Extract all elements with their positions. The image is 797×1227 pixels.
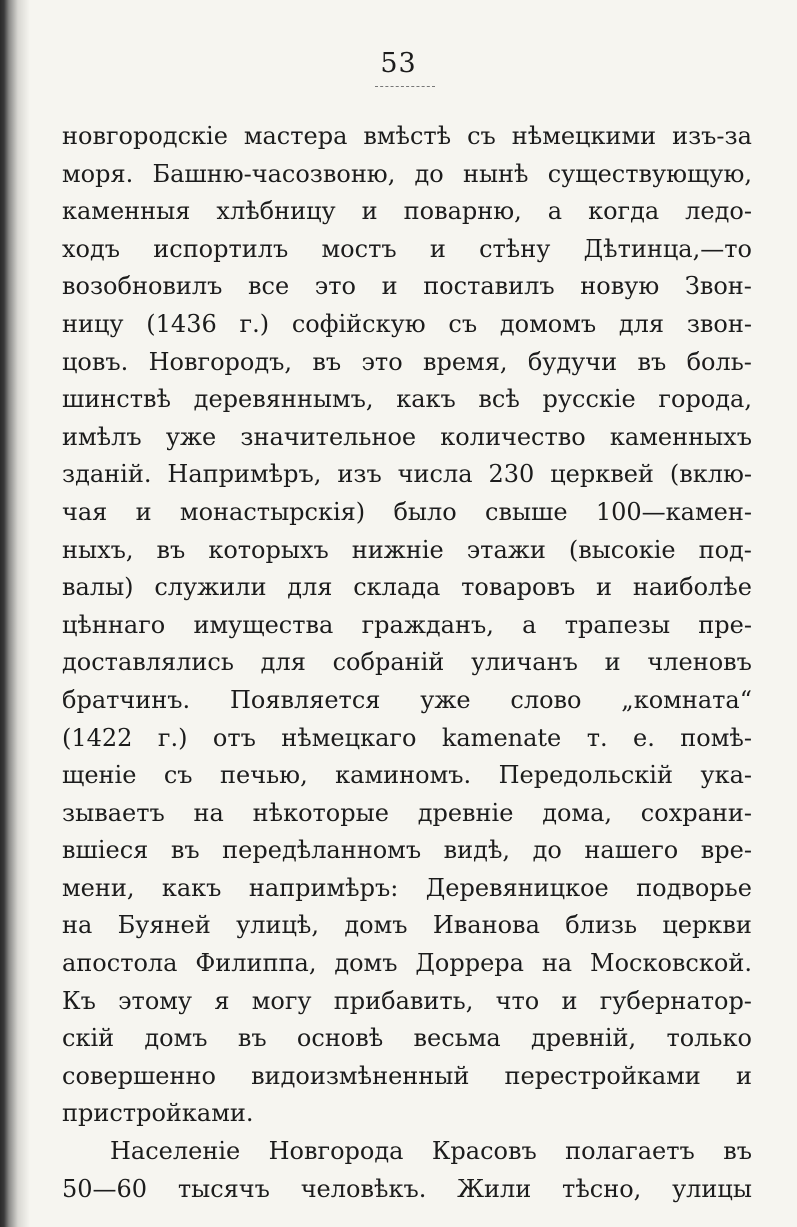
text-line: зываетъ на нѣкоторые древніе дома, сохрани- <box>62 798 752 827</box>
text-line: пристройками. <box>62 1099 254 1128</box>
text-line: 50—60 тысячъ человѣкъ. Жили тѣсно, улицы <box>62 1174 752 1203</box>
text-line: новгородскіе мастера вмѣстѣ съ нѣмецкими изъ-за <box>62 122 752 150</box>
text-line: ходъ испортилъ мостъ и стѣну Дѣтинца,—то <box>62 234 752 263</box>
text-line: цѣннаго имущества гражданъ, а трапезы пре- <box>62 610 752 639</box>
text-line: братчинъ. Появляется уже слово „комната“ <box>62 685 752 714</box>
text-line: апостола Филиппа, домъ Доррера на Московской. <box>62 949 752 978</box>
text-line: совершенно видоизмѣненный перестройками и <box>62 1061 752 1090</box>
text-line: шинствѣ деревяннымъ, какъ всѣ русскіе города, <box>62 385 752 414</box>
page-number-rule <box>375 86 435 87</box>
binding-edge <box>0 0 30 1227</box>
text-line: чая и монастырскія) было свыше 100—камен- <box>62 497 752 526</box>
page-number: 53 <box>380 48 417 79</box>
text-line: щеніе съ печью, каминомъ. Передольскій ука- <box>62 761 752 790</box>
text-line: Къ этому я могу прибавить, что и губернатор- <box>62 986 752 1015</box>
paragraph <box>62 118 752 1133</box>
text-line: валы) служили для склада товаровъ и наиболѣе <box>62 573 752 602</box>
text-line: цовъ. Новгородъ, въ это время, будучи въ боль- <box>62 347 752 376</box>
paragraph <box>62 1133 752 1208</box>
text-line: вшіеся въ передѣланномъ видѣ, до нашего вре- <box>62 836 752 865</box>
text-line: каменныя хлѣбницу и поварню, а когда ледо- <box>62 197 752 226</box>
text-line: скій домъ въ основѣ весьма древній, только <box>62 1024 752 1053</box>
text-line: (1422 г.) отъ нѣмецкаго kamenate т. е. помѣ- <box>62 723 752 752</box>
text-line: моря. Башню-часозвоню, до нынѣ существующую, <box>62 159 752 188</box>
text-line: ныхъ, въ которыхъ нижніе этажи (высокіе под- <box>62 535 752 564</box>
text-line: имѣлъ уже значительное количество каменныхъ <box>62 422 752 451</box>
body-text <box>62 118 752 1208</box>
text-line: возобновилъ все это и поставилъ новую Звон- <box>62 272 752 301</box>
text-line: на Буяней улицѣ, домъ Иванова близь церкви <box>62 911 752 940</box>
text-line: зданій. Напримѣръ, изъ числа 230 церквей (вклю- <box>62 460 752 489</box>
text-line: доставлялись для собраній уличанъ и членовъ <box>62 648 752 677</box>
text-line: ницу (1436 г.) софійскую съ домомъ для звон- <box>62 309 752 338</box>
text-line: мени, какъ напримѣръ: Деревяницкое подворье <box>62 873 752 902</box>
text-line: Населеніе Новгорода Красовъ полагаетъ въ <box>110 1137 752 1166</box>
